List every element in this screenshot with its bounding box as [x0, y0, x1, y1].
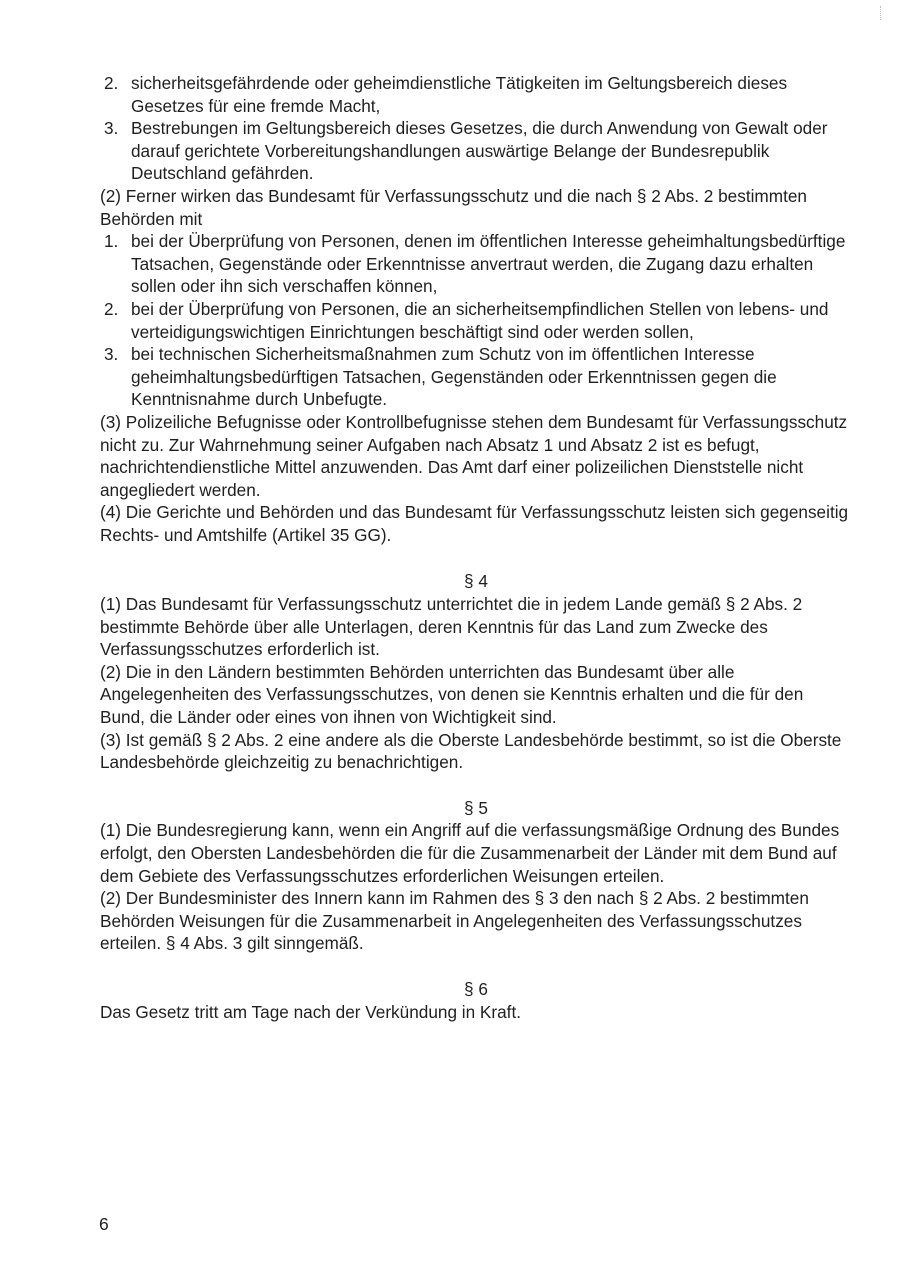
- list-item-number: 2.: [104, 298, 119, 319]
- list-item: [100, 298, 852, 343]
- list-item-text: bei der Überprüfung von Personen, denen im öffentlichen Interesse geheimhaltungsbedürftige Tatsachen, Gegenstände oder Erkenntnisse anvertraut werden, die Zugang dazu erhalten sollen oder ihn sich verschaffen können,: [131, 231, 846, 297]
- list-item-number: 2.: [104, 73, 119, 93]
- list-item-text: sicherheitsgefährdende oder geheimdienstliche Tätigkeiten im Geltungsbereich dieses Gesetzes für eine fremde Macht,: [131, 73, 788, 116]
- paragraph-2-intro: (2) Ferner wirken das Bundesamt für Verfassungsschutz und die nach § 2 Abs. 2 bestimmten Behörden mit: [100, 185, 807, 229]
- list-item: [100, 72, 852, 117]
- section-5-paragraph-2: (2) Der Bundesminister des Innern kann im Rahmen des § 3 den nach § 2 Abs. 2 bestimmten Behörden Weisungen für die Zusammenarbeit in Angelegenheiten des Verfassungsschutzes erteilen. § 4 Abs. 3 gilt sinngemäß.: [100, 888, 809, 954]
- list-item-text: Bestrebungen im Geltungsbereich dieses Gesetzes, die durch Anwendung von Gewalt oder darauf gerichtete Vorbereitungshandlungen auswärtige Belange der Bundesrepublik Deutschland gefährden.: [131, 118, 828, 184]
- list-item-text: bei technischen Sicherheitsmaßnahmen zum Schutz von im öffentlichen Interesse geheimhaltungsbedürftigen Tatsachen, Gegenständen oder Erkenntnissen gegen die Kenntnisnahme durch Unbefugte.: [131, 344, 777, 410]
- paragraph-4: (4) Die Gerichte und Behörden und das Bundesamt für Verfassungsschutz leisten sich gegenseitig Rechts- und Amtshilfe (Artikel 35 GG).: [100, 502, 849, 545]
- scan-edge-mark: [880, 6, 882, 20]
- section-heading-5: § 5: [464, 797, 488, 818]
- list-item-number: 3.: [104, 118, 119, 139]
- document-page: [100, 72, 852, 1023]
- list-item-number: 1.: [104, 231, 119, 252]
- section-4-paragraph-2: (2) Die in den Ländern bestimmten Behörden unterrichten das Bundesamt über alle Angelegenheiten des Verfassungsschutzes, von denen sie Kenntnis erhalten und die für den Bund, die Länder oder eines von ihnen von Wichtigkeit sind.: [100, 661, 804, 728]
- list-item: [100, 343, 852, 411]
- page-number: 6: [99, 1214, 109, 1234]
- list-item: [100, 117, 852, 185]
- section-4-paragraph-1: (1) Das Bundesamt für Verfassungsschutz unterrichtet die in jedem Lande gemäß § 2 Abs. 2 bestimmte Behörde über alle Unterlagen, deren Kenntnis für das Land zum Zwecke des Verfassungsschutzes erforderlich ist.: [100, 594, 803, 660]
- paragraph-3: (3) Polizeiliche Befugnisse oder Kontrollbefugnisse stehen dem Bundesamt für Verfassungsschutz nicht zu. Zur Wahrnehmung seiner Aufgaben nach Absatz 1 und Absatz 2 ist es befugt, nachrichtendienstliche Mittel anzuwenden. Das Amt darf einer polizeilichen Dienststelle nicht angegliedert werden.: [100, 411, 848, 500]
- list-item-text: bei der Überprüfung von Personen, die an sicherheitsempfindlichen Stellen von lebens- und verteidigungswichtigen Einrichtungen beschäftigt sind oder werden sollen,: [131, 298, 829, 342]
- section-5-paragraph-1: (1) Die Bundesregierung kann, wenn ein Angriff auf die verfassungsmäßige Ordnung des Bundes erfolgt, den Obersten Landesbehörden die für die Zusammenarbeit der Länder mit dem Bund auf dem Gebiete des Verfassungsschutzes erforderlichen Weisungen erteilen.: [100, 820, 840, 886]
- list-item: [100, 230, 852, 298]
- section-heading-6: § 6: [464, 978, 488, 999]
- list-item-number: 3.: [104, 344, 119, 365]
- section-4-paragraph-3: (3) Ist gemäß § 2 Abs. 2 eine andere als die Oberste Landesbehörde bestimmt, so ist die Oberste Landesbehörde gleichzeitig zu benachrichtigen.: [100, 729, 842, 773]
- section-heading-4: § 4: [464, 571, 488, 592]
- section-6-text: Das Gesetz tritt am Tage nach der Verkündung in Kraft.: [100, 1001, 521, 1022]
